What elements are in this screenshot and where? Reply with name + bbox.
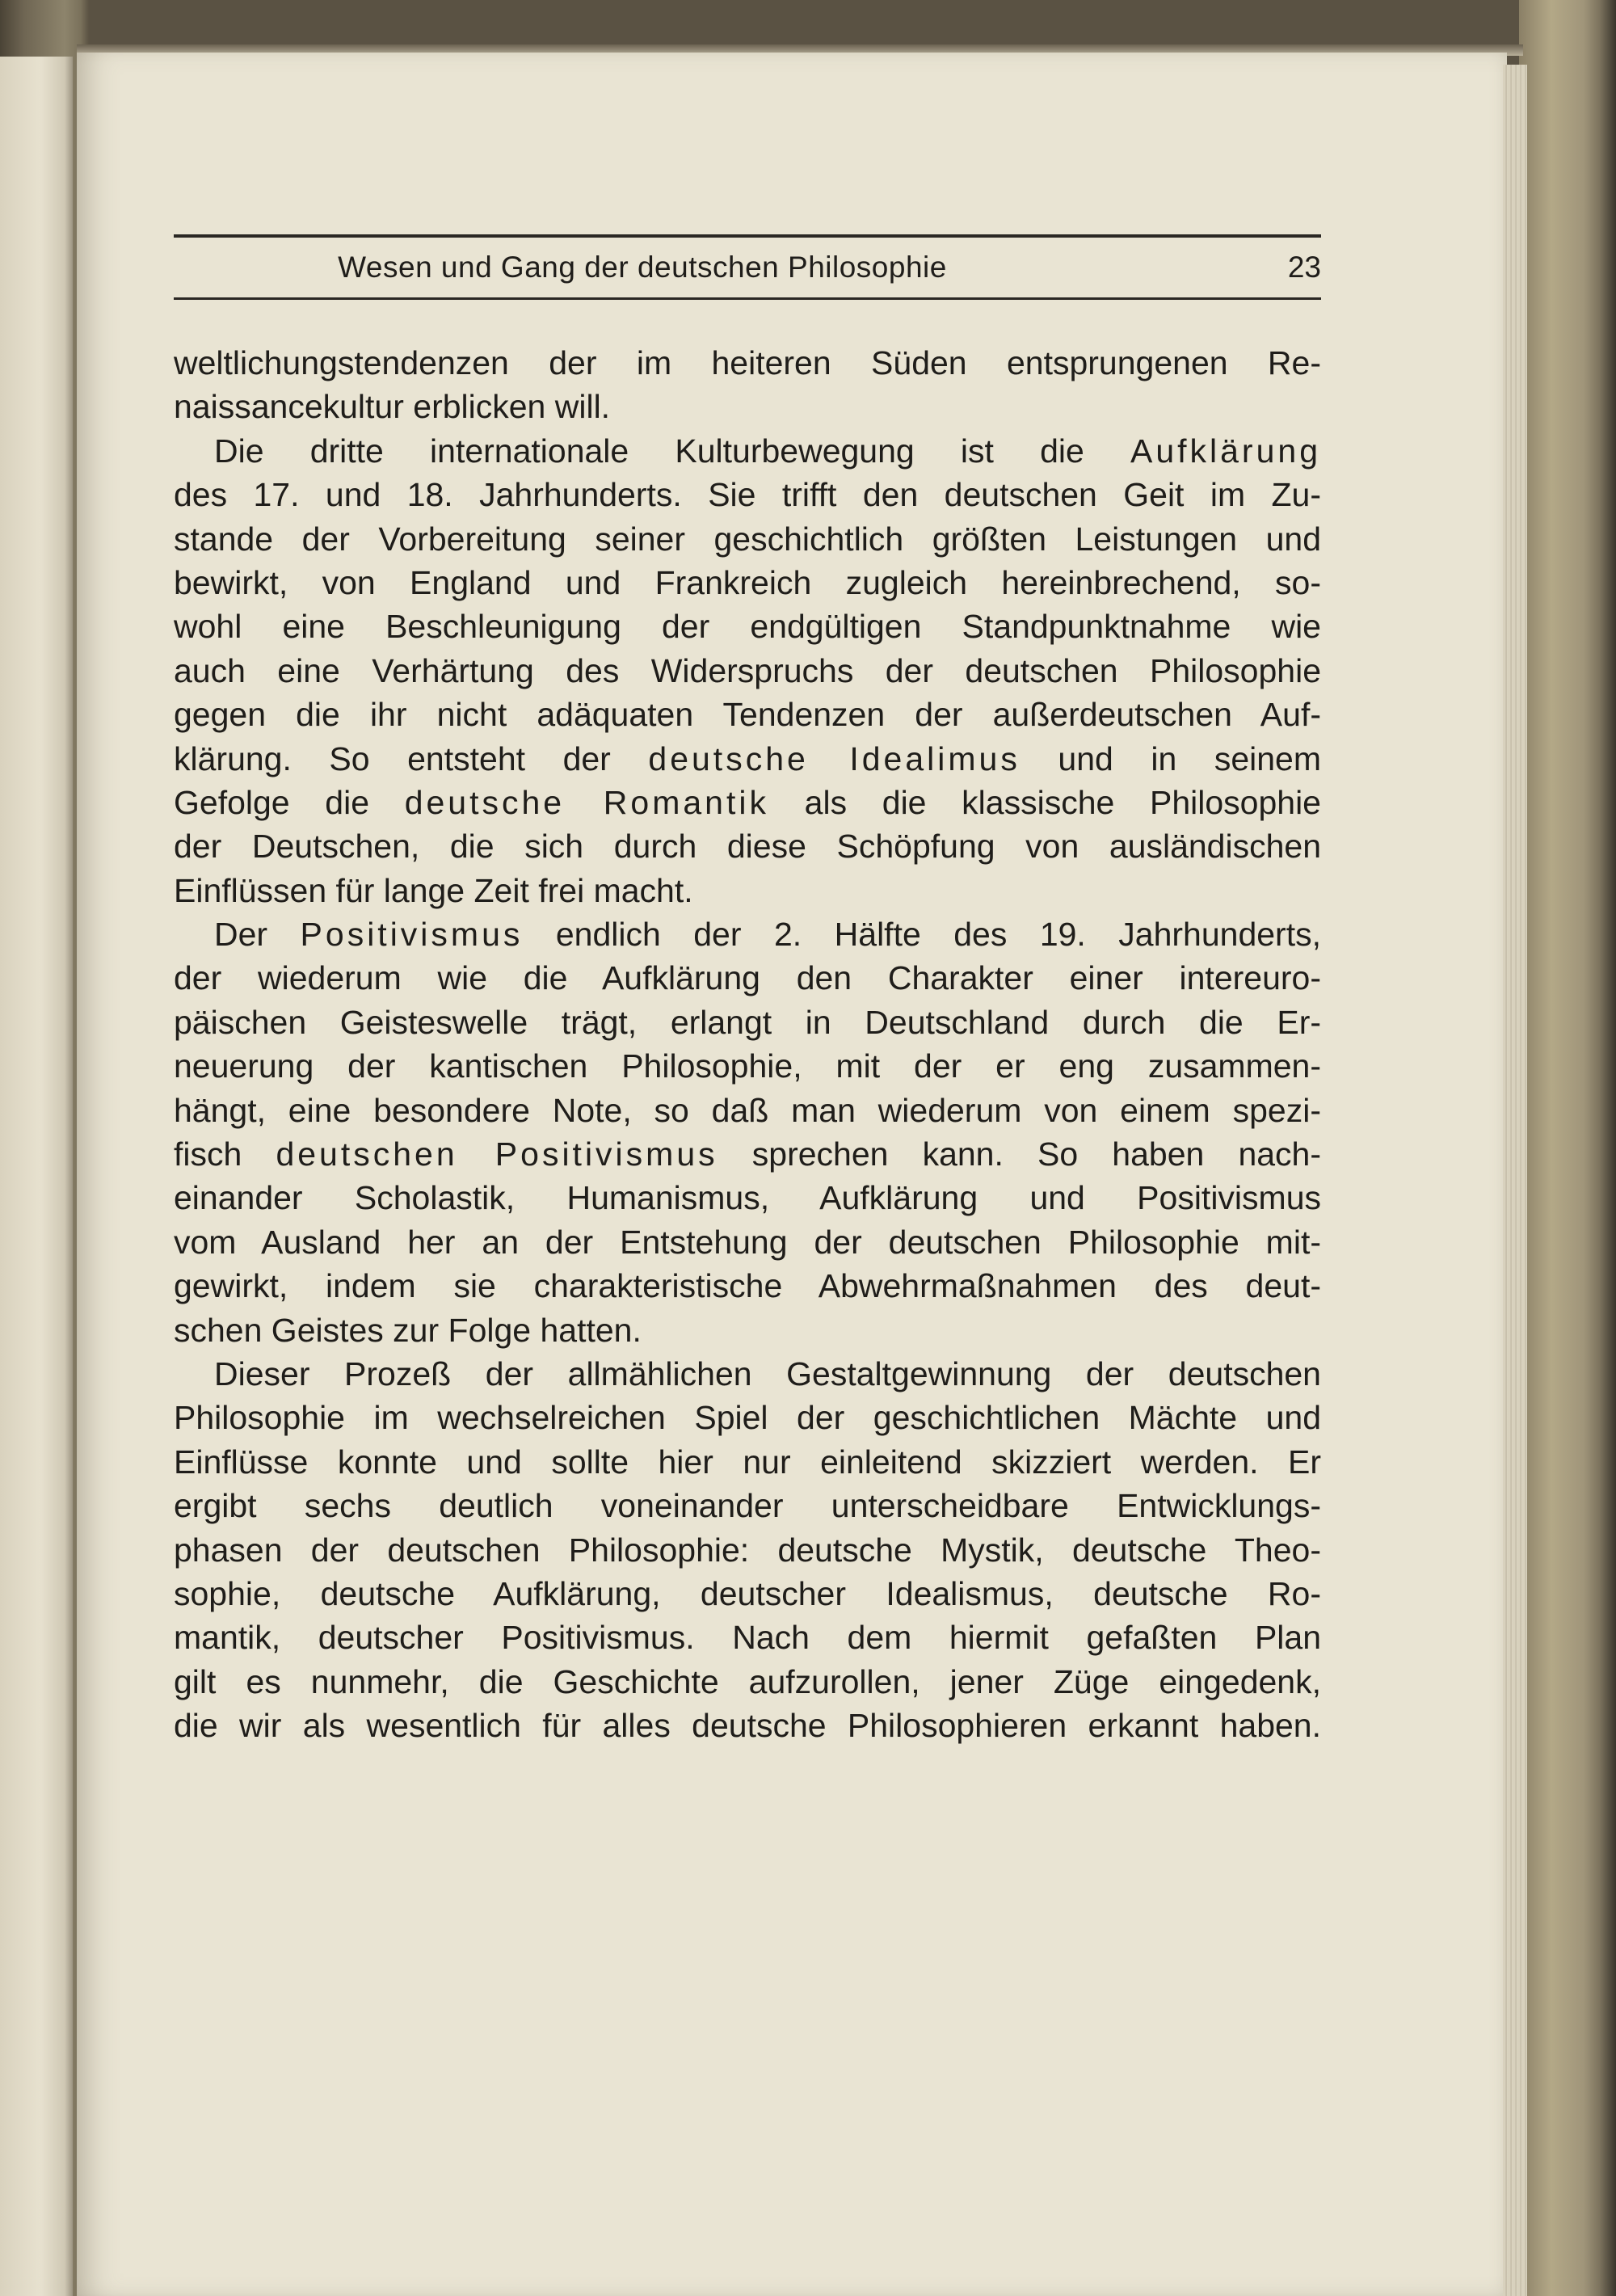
- text-segment: neuerung der kantischen Philosophie, mit der er eng zusammen-: [174, 1047, 1321, 1085]
- text-segment: und in seinem: [1020, 739, 1321, 777]
- running-head: [174, 247, 1321, 288]
- text-segment: auch eine Verhärtung des Widerspruchs der deutschen Philosophie: [174, 651, 1321, 689]
- page-number: 23: [1287, 251, 1321, 284]
- text-line: [174, 561, 1321, 605]
- text-segment: Gefolge die: [174, 783, 405, 821]
- spaced-emphasis: deutschen Positivismus: [276, 1135, 718, 1173]
- spaced-emphasis: deutsche Romantik: [404, 783, 769, 821]
- left-page-edge: [0, 57, 73, 2296]
- text-segment: hängt, eine besondere Note, so daß man wiederum von einem spezi-: [174, 1091, 1321, 1129]
- text-line: [174, 341, 1321, 385]
- text-segment: der wiederum wie die Aufklärung den Charakter einer intereuro-: [174, 959, 1321, 997]
- body-text: [174, 341, 1321, 1748]
- text-segment: bewirkt, von England und Frankreich zugleich hereinbrechend, so-: [174, 563, 1321, 601]
- text-segment: sprechen kann. So haben nach-: [718, 1135, 1322, 1173]
- text-segment: Der: [214, 916, 301, 954]
- text-segment: schen Geistes zur Folge hatten.: [174, 1311, 642, 1349]
- text-segment: Die dritte internationale Kulturbewegung ist die: [214, 432, 1130, 470]
- text-segment: wohl eine Beschleunigung der endgültigen Standpunktnahme wie: [174, 608, 1321, 646]
- text-segment: endlich der 2. Hälfte des 19. Jahrhunderts,: [523, 916, 1321, 954]
- text-line: [174, 1001, 1321, 1044]
- text-line: [174, 912, 1321, 956]
- text-line: [174, 1572, 1321, 1616]
- text-line: [174, 605, 1321, 648]
- text-line: [174, 517, 1321, 561]
- text-segment: Philosophie im wechselreichen Spiel der geschichtlichen Mächte und: [174, 1399, 1321, 1437]
- text-segment: des 17. und 18. Jahrhunderts. Sie trifft den deutschen Geit im Zu-: [174, 476, 1321, 514]
- text-line: [174, 1440, 1321, 1484]
- text-segment: Einflüsse konnte und sollte hier nur einleitend skizziert werden. Er: [174, 1443, 1321, 1481]
- text-line: [174, 1044, 1321, 1088]
- text-line: [174, 385, 1321, 428]
- text-line: [174, 1220, 1321, 1264]
- text-segment: mantik, deutscher Positivismus. Nach dem hiermit gefaßten Plan: [174, 1619, 1321, 1657]
- text-segment: Einflüssen für lange Zeit frei macht.: [174, 871, 693, 909]
- text-line: [174, 1352, 1321, 1396]
- text-segment: Dieser Prozeß der allmählichen Gestaltgewinnung der deutschen: [214, 1354, 1321, 1392]
- text-line: [174, 1616, 1321, 1659]
- text-segment: päischen Geisteswelle trägt, erlangt in Deutschland durch die Er-: [174, 1003, 1321, 1041]
- text-line: [174, 1660, 1321, 1704]
- text-segment: der Deutschen, die sich durch diese Schöpfung von ausländischen: [174, 828, 1321, 866]
- text-line: [174, 1132, 1321, 1176]
- text-line: [174, 1396, 1321, 1439]
- text-line: [174, 956, 1321, 1000]
- text-line: [174, 824, 1321, 868]
- spaced-emphasis: Positivismus: [300, 916, 524, 954]
- text-segment: ergibt sechs deutlich voneinander unterscheidbare Entwicklungs-: [174, 1487, 1321, 1525]
- text-line: [174, 1264, 1321, 1308]
- text-segment: die wir als wesentlich für alles deutsche Philosophieren erkannt haben.: [174, 1707, 1321, 1745]
- text-segment: einander Scholastik, Humanismus, Aufklärung und Positivismus: [174, 1179, 1321, 1217]
- book-cover-right: [1519, 0, 1616, 2296]
- text-segment: naissancekultur erblicken will.: [174, 388, 611, 426]
- text-line: [174, 869, 1321, 912]
- text-segment: vom Ausland her an der Entstehung der deutschen Philosophie mit-: [174, 1223, 1321, 1261]
- text-segment: phasen der deutschen Philosophie: deutsche Mystik, deutsche Theo-: [174, 1531, 1321, 1569]
- text-line: [174, 1704, 1321, 1747]
- text-segment: klärung. So entsteht der: [174, 739, 649, 777]
- text-line: [174, 1089, 1321, 1132]
- text-segment: stande der Vorbereitung seiner geschichtlich größten Leistungen und: [174, 520, 1321, 558]
- text-segment: als die klassische Philosophie: [768, 783, 1321, 821]
- text-segment: fisch: [174, 1135, 276, 1173]
- text-line: [174, 1176, 1321, 1220]
- text-line: [174, 693, 1321, 736]
- text-line: [174, 473, 1321, 516]
- header-rule-bottom: [174, 297, 1321, 300]
- text-segment: weltlichungstendenzen der im heiteren Süden entsprungenen Re-: [174, 344, 1321, 381]
- header-rule-top: [174, 234, 1321, 238]
- text-line: [174, 737, 1321, 781]
- page-stack-edge: [1503, 65, 1527, 2296]
- spaced-emphasis: Aufklärung: [1130, 432, 1321, 470]
- text-line: [174, 1528, 1321, 1572]
- running-head-title: Wesen und Gang der deutschen Philosophie: [338, 251, 947, 284]
- text-line: [174, 649, 1321, 693]
- text-segment: gegen die ihr nicht adäquaten Tendenzen der außerdeutschen Auf-: [174, 696, 1321, 734]
- text-segment: gilt es nunmehr, die Geschichte aufzurollen, jener Züge eingedenk,: [174, 1662, 1321, 1700]
- text-segment: sophie, deutsche Aufklärung, deutscher Idealismus, deutsche Ro-: [174, 1574, 1321, 1612]
- text-segment: gewirkt, indem sie charakteristische Abwehrmaßnahmen des deut-: [174, 1267, 1321, 1305]
- text-line: [174, 429, 1321, 473]
- text-line: [174, 781, 1321, 824]
- text-line: [174, 1308, 1321, 1352]
- spaced-emphasis: deutsche Idealimus: [648, 739, 1021, 777]
- text-line: [174, 1484, 1321, 1527]
